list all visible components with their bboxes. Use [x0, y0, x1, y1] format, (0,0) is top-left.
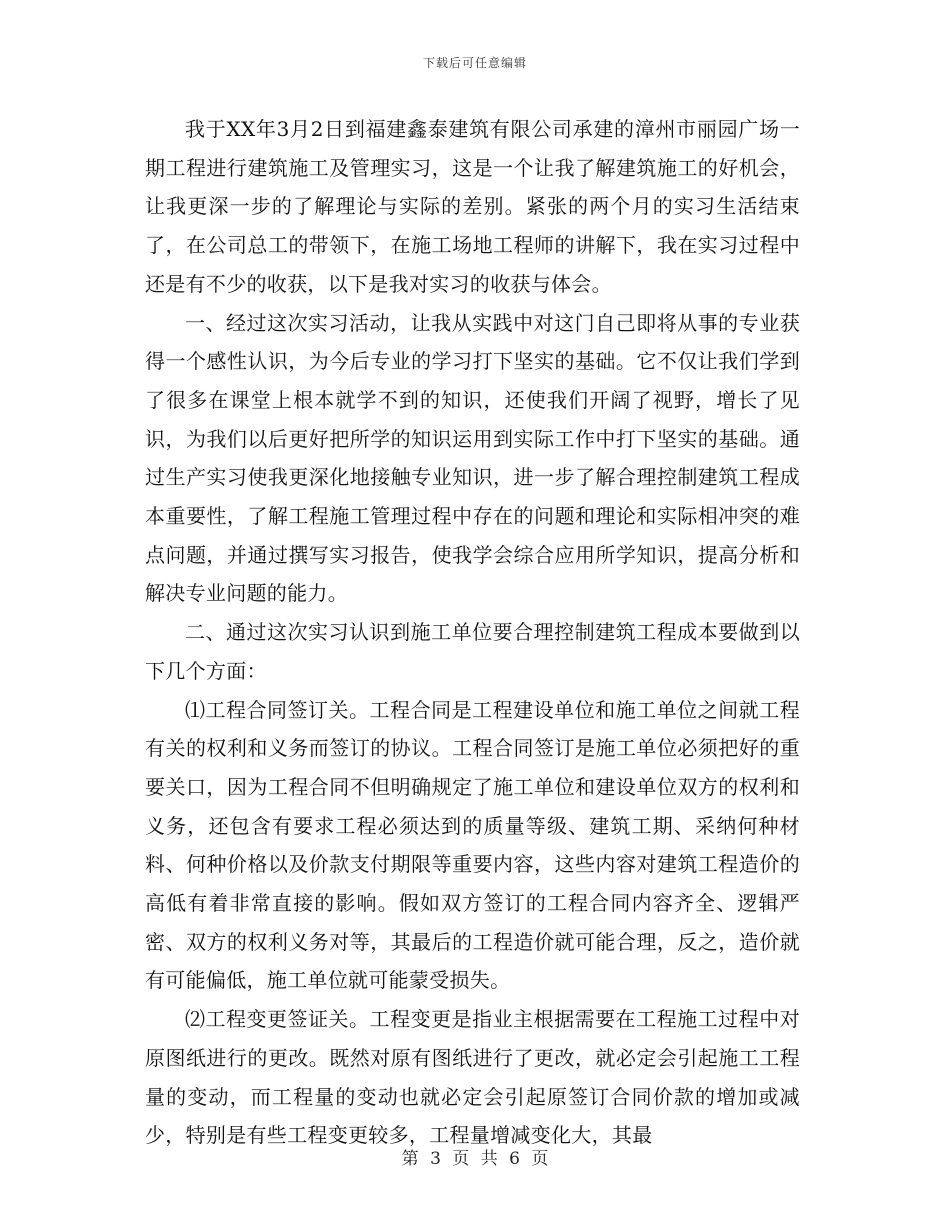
paragraph-intro: 我于XX年3月2日到福建鑫泰建筑有限公司承建的漳州市丽园广场一期工程进行建筑施工及管理实习，这是一个让我了解建筑施工的好机会，让我更深一步的了解理论与实际的差别。紧张的两个月的实习生活结束了，在公司总工的带领下，在施工场地工程师的讲解下，我在实习过程中还是有不少的收获，以下是我对实习的收获与体会。 — [145, 117, 800, 296]
paragraph-section-2: 二、通过这次实习认识到施工单位要合理控制建筑工程成本要做到以下几个方面： — [145, 620, 800, 683]
page-number: 第 3 页 共 6 页 — [401, 1149, 549, 1169]
paragraph-section-1: 一、经过这次实习活动，让我从实践中对这门自己即将从事的专业获得一个感性认识，为今后专业的学习打下坚实的基础。它不仅让我们学到了很多在课堂上根本就学不到的知识，还使我们开阔了视野，增长了见识，为我们以后更好把所学的知识运用到实际工作中打下坚实的基础。通过生产实习使我更深化地接触专业知识，进一步了解合理控制建筑工程成本重要性，了解工程施工管理过程中存在的问题和理论和实际相冲突的难点问题，并通过撰写实习报告，使我学会综合应用所学知识，提高分析和解决专业问题的能力。 — [145, 310, 800, 606]
paragraph-item-2: ⑵工程变更签证关。工程变更是指业主根据需要在工程施工过程中对原图纸进行的更改。既然对原有图纸进行了更改，就必定会引起施工工程量的变动，而工程量的变动也就必定会引起原签订合同价款的增加或减少，特别是有些工程变更较多，工程量增减变化大，其最 — [145, 1007, 800, 1148]
header-note: 下载后可任意编辑 — [422, 56, 527, 70]
paragraph-item-1: ⑴工程合同签订关。工程合同是工程建设单位和施工单位之间就工程有关的权利和义务而签订的协议。工程合同签订是施工单位必须把好的重要关口，因为工程合同不但明确规定了施工单位和建设单位双方的权利和义务，还包含有要求工程必须达到的质量等级、建筑工期、采纳何种材料、何种价格以及价款支付期限等重要内容，这些内容对建筑工程造价的高低有着非常直接的影响。假如双方签订的工程合同内容齐全、逻辑严密、双方的权利义务对等，其最后的工程造价就可能合理，反之，造价就有可能偏低，施工单位就可能蒙受损失。 — [145, 697, 800, 993]
document-body — [145, 110, 800, 1155]
